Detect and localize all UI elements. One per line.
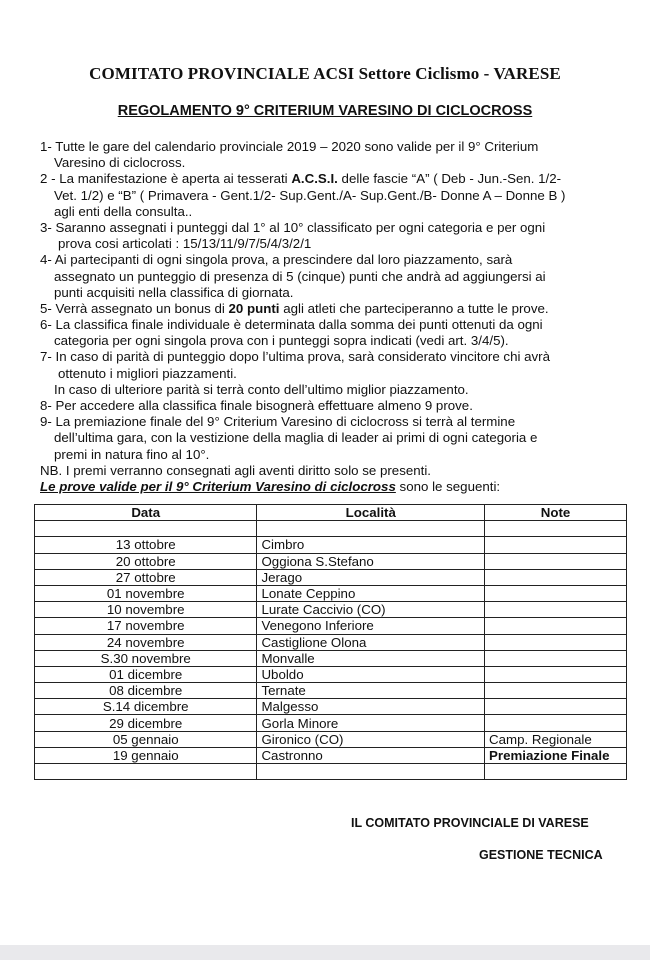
rule-line: categoria per ogni singola prova con i punteggi sopra indicati (vedi art. 3/4/5). [54, 333, 509, 349]
rule-line: Vet. 1/2) e “B” ( Primavera - Gent.1/2- Sup.Gent./A- Sup.Gent./B- Donne A – Donne B ) [54, 187, 566, 203]
table-row [35, 747, 627, 763]
rule-line: 7- In caso di parità di punteggio dopo l’ultima prova, sarà considerato vincitore chi avrà [40, 349, 550, 365]
race-note [485, 634, 627, 650]
race-location: Castronno [257, 747, 485, 763]
race-note [485, 602, 627, 618]
table-row [35, 618, 627, 634]
table-row [35, 537, 627, 553]
race-location: Cimbro [257, 537, 485, 553]
race-location: Oggiona S.Stefano [257, 553, 485, 569]
table-cell-empty [35, 521, 257, 537]
race-date: 20 ottobre [35, 553, 257, 569]
race-note [485, 699, 627, 715]
table-header-row [35, 505, 627, 521]
table-cell-empty [257, 764, 485, 780]
rules-list [40, 139, 630, 495]
rule-line: 2 - La manifestazione è aperta ai tesserati A.C.S.I. delle fascie “A” ( Deb - Jun.-Sen. 1/2- [40, 171, 562, 187]
table-row-empty [35, 764, 627, 780]
rule-line: 9- La premiazione finale del 9° Criterium Varesino di ciclocross si terrà al termine [40, 414, 516, 430]
rule-line: 1- Tutte le gare del calendario provinciale 2019 – 2020 sono valide per il 9° Criterium [40, 139, 539, 154]
race-date: 27 ottobre [35, 569, 257, 585]
race-location: Malgesso [257, 699, 485, 715]
race-location: Venegono Inferiore [257, 618, 485, 634]
table-row [35, 650, 627, 666]
column-header-notes: Note [485, 505, 627, 521]
table-row [35, 602, 627, 618]
race-calendar-table [34, 504, 627, 780]
race-note [485, 683, 627, 699]
race-location: Gorla Minore [257, 715, 485, 731]
race-location: Castiglione Olona [257, 634, 485, 650]
race-date: S.30 novembre [35, 650, 257, 666]
viewer-bottom-bar [0, 945, 650, 960]
rule-line: 5- Verrà assegnato un bonus di 20 punti agli atleti che parteciperanno a tutte le prove. [40, 300, 549, 316]
document-title: COMITATO PROVINCIALE ACSI Settore Ciclismo - VARESE [89, 64, 561, 83]
table-row [35, 731, 627, 747]
table-row [35, 553, 627, 569]
rule-line: 8- Per accedere alla classifica finale bisognerà effettuare almeno 9 prove. [40, 398, 473, 413]
race-date: S.14 dicembre [35, 699, 257, 715]
column-header-date: Data [35, 505, 257, 521]
race-date: 29 dicembre [35, 715, 257, 731]
race-note [485, 618, 627, 634]
rule-line: 3- Saranno assegnati i punteggi dal 1° al 10° classificato per ogni categoria e per ogni [40, 219, 546, 235]
race-note: Premiazione Finale [485, 747, 627, 763]
rule-line: punti acquisiti nella classifica di giornata. [54, 284, 294, 300]
table-cell-empty [485, 521, 627, 537]
race-date: 19 gennaio [35, 747, 257, 763]
table-row [35, 569, 627, 585]
race-note [485, 585, 627, 601]
race-note [485, 537, 627, 553]
signature-technical: GESTIONE TECNICA [479, 848, 603, 862]
table-row [35, 666, 627, 682]
rule-line: prova cosi articolati : 15/13/11/9/7/5/4/3/2/1 [58, 236, 312, 252]
race-date: 17 novembre [35, 618, 257, 634]
rule-line: Varesino di ciclocross. [54, 155, 186, 171]
table-row [35, 585, 627, 601]
table-cell-empty [35, 764, 257, 780]
rule-line: Le prove valide per il 9° Criterium Varesino di ciclocross sono le seguenti: [40, 478, 501, 494]
rule-line: In caso di ulteriore parità si terrà conto dell’ultimo miglior piazzamento. [54, 381, 469, 397]
table-row [35, 683, 627, 699]
race-note [485, 553, 627, 569]
race-note [485, 666, 627, 682]
race-location: Jerago [257, 569, 485, 585]
race-note [485, 650, 627, 666]
signature-committee: IL COMITATO PROVINCIALE DI VARESE [351, 816, 589, 830]
rule-line: 4- Ai partecipanti di ogni singola prova, a prescindere dal loro piazzamento, sarà [40, 252, 513, 268]
rule-line: agli enti della consulta.. [54, 203, 193, 219]
race-note: Camp. Regionale [485, 731, 627, 747]
race-date: 08 dicembre [35, 683, 257, 699]
rule-line: dell’ultima gara, con la vestizione della maglia di leader ai primi di ogni categoria e [54, 430, 538, 446]
race-date: 10 novembre [35, 602, 257, 618]
table-cell-empty [257, 521, 485, 537]
race-location: Uboldo [257, 666, 485, 682]
race-date: 24 novembre [35, 634, 257, 650]
race-note [485, 569, 627, 585]
race-date: 01 novembre [35, 585, 257, 601]
table-row [35, 715, 627, 731]
column-header-location: Località [257, 505, 485, 521]
race-date: 01 dicembre [35, 666, 257, 682]
rule-line: assegnato un punteggio di presenza di 5 (cinque) punti che andrà ad aggiungersi ai [54, 268, 546, 284]
race-location: Lurate Caccivio (CO) [257, 602, 485, 618]
race-note [485, 715, 627, 731]
regulation-title: REGOLAMENTO 9° CRITERIUM VARESINO DI CICLOCROSS [117, 103, 533, 119]
race-location: Lonate Ceppino [257, 585, 485, 601]
table-cell-empty [485, 764, 627, 780]
rule-line: NB. I premi verranno consegnati agli aventi diritto solo se presenti. [40, 462, 431, 478]
race-date: 13 ottobre [35, 537, 257, 553]
table-row [35, 634, 627, 650]
table-row-empty [35, 521, 627, 537]
race-location: Monvalle [257, 650, 485, 666]
race-date: 05 gennaio [35, 731, 257, 747]
race-location: Gironico (CO) [257, 731, 485, 747]
rule-line: premi in natura fino al 10°. [54, 446, 210, 462]
rule-line: 6- La classifica finale individuale è determinata dalla somma dei punti ottenuti da ogni [40, 317, 543, 333]
table-row [35, 699, 627, 715]
race-location: Ternate [257, 683, 485, 699]
rule-line: ottenuto i migliori piazzamenti. [58, 365, 237, 381]
